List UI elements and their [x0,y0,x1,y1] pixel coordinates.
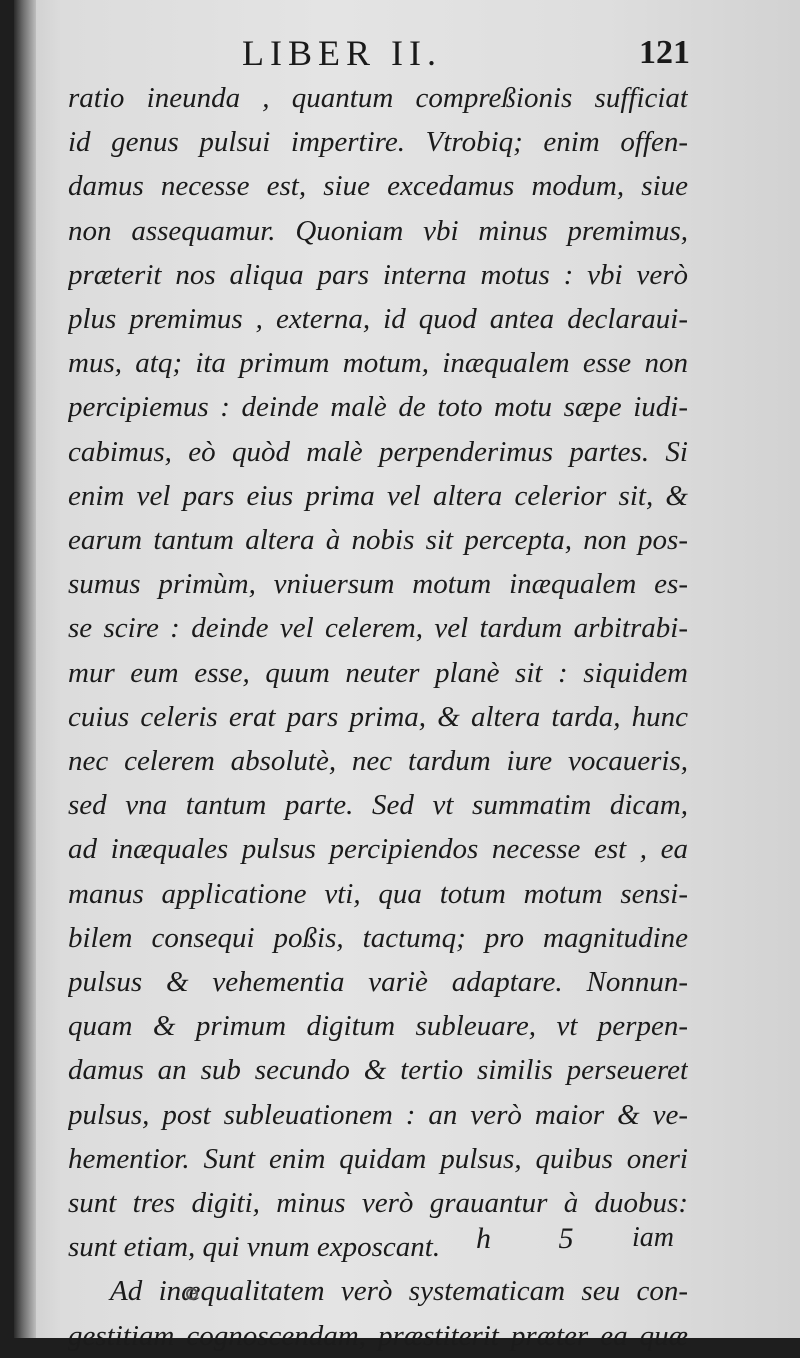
text-line: quam & primum digitum subleuare, vt perpen- [68,1010,688,1043]
text-line: præterit nos aliqua pars interna motus : vbi verò [68,258,688,291]
text-line: non assequamur. Quoniam vbi minus premimus, [68,214,688,247]
text-line: bilem consequi poßis, tactumq; pro magnitudine [68,921,688,954]
text-line: enim vel pars eius prima vel altera celerior sit, & [68,479,688,512]
paper-blemish [186,1288,198,1300]
page-number: 121 [639,34,690,71]
running-title: LIBER II. [242,33,442,73]
text-line: gestitiam cognoscendam, præstiterit præter ea quæ [68,1319,688,1352]
catchword: iam [632,1222,674,1253]
text-line: nec celerem absolutè, nec tardum iure vocaueris, [68,745,688,778]
text-line: damus necesse est, siue excedamus modum, siue [68,170,688,203]
text-line: id genus pulsui impertire. Vtrobiq; enim offen- [68,126,688,159]
text-line: mur eum esse, quum neuter planè sit : siquidem [68,656,688,689]
page-header [230,28,700,78]
text-line: ad inæquales pulsus percipiendos necesse est , ea [68,833,688,866]
text-line: sed vna tantum parte. Sed vt summatim dicam, [68,789,688,822]
text-line: se scire : deinde vel celerem, vel tardum arbitrabi- [68,612,688,645]
text-line: damus an sub secundo & tertio similis perseueret [68,1054,688,1087]
text-line: earum tantum altera à nobis sit percepta, non pos- [68,524,688,557]
text-line: sunt etiam, qui vnum exposcant. [68,1231,441,1264]
text-line: mus, atq; ita primum motum, inæqualem esse non [68,347,688,380]
text-line: percipiemus : deinde malè de toto motu sæpe iudi- [68,391,688,424]
text-line: ratio ineunda , quantum compreßionis sufficiat [68,82,688,114]
text-line: manus applicatione vti, qua totum motum sensi- [68,877,688,910]
text-line: pulsus & vehementia variè adaptare. Nonnun- [68,966,688,999]
text-line: cabimus, eò quòd malè perpenderimus partes. Si [68,435,688,468]
text-line: pulsus, post subleuationem : an verò maior & ve- [68,1098,688,1131]
body-text [68,76,688,1358]
text-line: sumus primùm, vniuersum motum inæqualem es- [68,568,688,601]
text-line: cuius celeris erat pars prima, & altera tarda, hunc [68,700,688,733]
text-line: Ad inæqualitatem verò systematicam seu con- [110,1275,688,1308]
text-line: hementior. Sunt enim quidam pulsus, quibus oneri [68,1142,688,1175]
signature-mark: h 5 [476,1222,604,1255]
text-line: plus premimus , externa, id quod antea declaraui- [68,303,688,336]
page-gutter-shadow [14,0,36,1338]
text-line: sunt tres digiti, minus verò grauantur à duobus: [68,1187,688,1220]
